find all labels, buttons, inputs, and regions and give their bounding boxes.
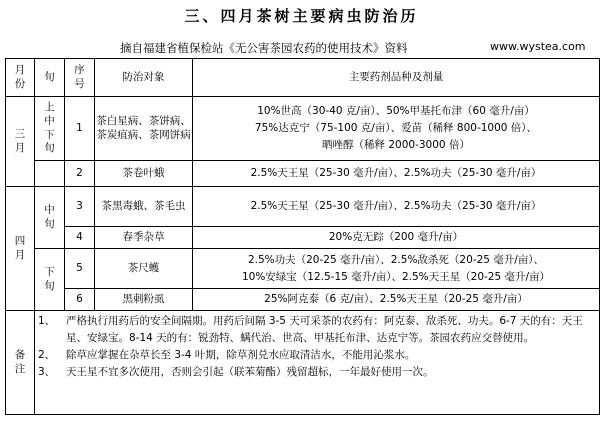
table-row	[6, 289, 600, 311]
row-target: 茶卷叶蛾	[95, 161, 193, 187]
row-index: 1	[65, 97, 95, 161]
row-target: 黑刺粉虱	[95, 289, 193, 311]
header-period: 旬	[35, 59, 65, 97]
row-index: 5	[65, 249, 95, 289]
table-header-row	[6, 59, 600, 97]
row-index: 6	[65, 289, 95, 311]
header-month: 月 份	[6, 59, 35, 97]
month-cell-april: 四 月	[6, 187, 35, 311]
row-dosage: 25%阿克泰（6 克/亩）、2.5%天王星（20-25 毫升/亩）	[193, 289, 600, 311]
row-index: 4	[65, 227, 95, 249]
source-note: 摘自福建省植保检站《无公害茶园农药的使用技术》资料	[120, 41, 408, 55]
row-dosage: 20%克无踪（200 毫升/亩）	[193, 227, 600, 249]
row-dosage: 2.5%天王星（25-30 毫升/亩）、2.5%功夫（25-30 毫升/亩）	[193, 187, 600, 227]
period-cell-empty	[35, 161, 65, 187]
table-row	[6, 249, 600, 289]
row-target: 春季杂草	[95, 227, 193, 249]
header-dosage: 主要药剂品种及剂量	[193, 59, 600, 97]
notes-label: 备 注	[6, 311, 35, 415]
period-cell-late: 下 旬	[35, 249, 65, 311]
notes-row	[6, 311, 600, 415]
period-cell-all: 上 中 下 旬	[35, 97, 65, 161]
table-row	[6, 97, 600, 161]
row-dosage: 2.5%天王星（25-30 毫升/亩）、2.5%功夫（25-30 毫升/亩）	[193, 161, 600, 187]
note-item: 3、 天王星不宜多次使用，否则会引起（联苯菊酯）残留超标，一年最好使用一次。	[38, 366, 434, 378]
header-index: 序 号	[65, 59, 95, 97]
page-title: 三、四月茶树主要病虫防治历	[184, 7, 419, 25]
control-calendar-table	[5, 58, 600, 415]
row-target: 茶尺蠖	[95, 249, 193, 289]
period-cell-mid: 中 旬	[35, 187, 65, 249]
row-dosage: 10%世高（30-40 克/亩）、50%甲基托布津（60 毫升/亩） 75%达克宁（75-100 克/亩）、爱苗（稀释 800-1000 倍）、 晒唑醇（稀释 2000-3000 倍）	[193, 97, 600, 161]
row-index: 2	[65, 161, 95, 187]
header-target: 防治对象	[95, 59, 193, 97]
month-cell-march: 三 月	[6, 97, 35, 187]
website-url: www.wystea.com	[490, 40, 586, 53]
row-index: 3	[65, 187, 95, 227]
table-row	[6, 161, 600, 187]
row-dosage: 2.5%功夫（20-25 毫升/亩）、2.5%敌杀死（20-25 毫升/亩）、 10%安绿宝（12.5-15 毫升/亩）、2.5%天王星（20-25 毫升/亩）	[193, 249, 600, 289]
note-item: 2、 除草应掌握在杂草长至 3-4 叶期，除草剂兑水应取清洁水，不能用沁浆水。	[38, 349, 416, 361]
table-row	[6, 187, 600, 227]
row-target: 茶白星病、茶饼病、茶炭疽病、茶网饼病	[95, 97, 193, 161]
table-row	[6, 227, 600, 249]
notes-content	[35, 311, 600, 415]
note-item: 1、 严格执行用药后的安全间隔期。用药后间隔 3-5 天可采茶的农药有：阿克泰、敌杀死、功夫。6-7 天的有：天王星、安绿宝。8-14 天的有：锐劲特、螨代治、世高、甲基托布津、达克宁等。茶园农药应交替使用。	[38, 315, 583, 344]
row-target: 茶黑毒蛾、茶毛虫	[95, 187, 193, 227]
